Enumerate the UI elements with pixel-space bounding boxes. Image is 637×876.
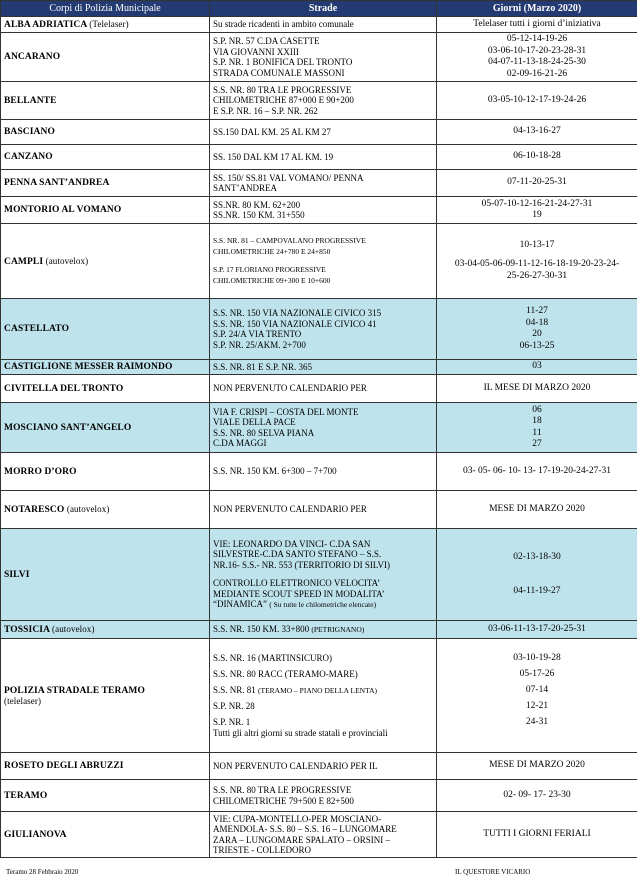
- corps-name: TERAMO: [1, 780, 210, 812]
- table-row: [1, 17, 637, 33]
- corps-name: CAMPLI (autovelox): [1, 224, 210, 299]
- roads-cell: VIE: CUPA-MONTELLO-PER MOSCIANO- AMENDOLA- S.S. 80 – S.S. 16 – LUNGOMARE ZARA – LUNGOMARE SPALATO – ORSINI – TRIESTE - COLLEDORO: [210, 812, 437, 858]
- table-row: [1, 197, 637, 224]
- table-row: [1, 780, 637, 812]
- days-cell: Telelaser tutti i giorni d’iniziativa: [437, 17, 637, 33]
- days-cell: 03-06-11-13-17-20-25-31: [437, 621, 637, 639]
- corps-name: ROSETO DEGLI ABRUZZI: [1, 753, 210, 780]
- corps-name: MOSCIANO SANT’ANGELO: [1, 403, 210, 453]
- table-row: [1, 753, 637, 780]
- table-row: [1, 145, 637, 170]
- footer-date: Teramo 28 Febbraio 2020: [6, 868, 78, 876]
- roads-cell: VIE: LEONARDO DA VINCI- C.DA SAN SILVESTRE-C.DA SANTO STEFANO – S.S. NR.16- S.S.- NR. 553 (TERRITORIO DI SILVI) CONTROLLO ELETTRONICO VELOCITA’ MEDIANTE SCOUT SPEED IN MODALITA’ “DINAMICA” ( Su tutte le chilometriche elencate): [210, 529, 437, 621]
- corps-name: CASTELLATO: [1, 299, 210, 360]
- corps-name: SILVI: [1, 529, 210, 621]
- roads-cell: Su strade ricadenti in ambito comunale: [210, 17, 437, 33]
- days-cell: 03- 05- 06- 10- 13- 17-19-20-24-27-31: [437, 453, 637, 491]
- table-row: [1, 170, 637, 197]
- roads-cell: SS.NR. 80 KM. 62+200 SS.NR. 150 KM. 31+550: [210, 197, 437, 224]
- table-row: [1, 639, 637, 753]
- corps-name: BASCIANO: [1, 120, 210, 145]
- corps-name: BELLANTE: [1, 82, 210, 120]
- days-cell: MESE DI MARZO 2020: [437, 491, 637, 529]
- table-row: [1, 375, 637, 403]
- corps-name: CIVITELLA DEL TRONTO: [1, 375, 210, 403]
- table-row: [1, 812, 637, 858]
- corps-name: GIULIANOVA: [1, 812, 210, 858]
- table-row: [1, 299, 637, 360]
- roads-cell: S.S. NR. 80 TRA LE PROGRESSIVE CHILOMETRICHE 87+000 E 90+200 E S.P. NR. 16 – S.P. NR. 262: [210, 82, 437, 120]
- days-cell: 04-13-16-27: [437, 120, 637, 145]
- table-row: [1, 529, 637, 621]
- header-police-corps: Corpi di Polizia Municipale: [1, 1, 210, 17]
- roads-cell: VIA F. CRISPI – COSTA DEL MONTE VIALE DELLA PACE S.S. NR. 80 SELVA PIANA C.DA MAGGI: [210, 403, 437, 453]
- corps-name: TOSSICIA (autovelox): [1, 621, 210, 639]
- table-row: [1, 491, 637, 529]
- corps-name: POLIZIA STRADALE TERAMO (telelaser): [1, 639, 210, 753]
- header-row: [1, 1, 637, 17]
- footer-signature: IL QUESTORE VICARIO: [455, 868, 530, 876]
- days-cell: MESE DI MARZO 2020: [437, 753, 637, 780]
- roads-cell: S.S. NR. 80 TRA LE PROGRESSIVE CHILOMETRICHE 79+500 E 82+500: [210, 780, 437, 812]
- table-row: [1, 120, 637, 145]
- days-cell: 03-05-10-12-17-19-24-26: [437, 82, 637, 120]
- roads-cell: SS.150 DAL KM. 25 AL KM 27: [210, 120, 437, 145]
- days-cell: 11-27 04-18 20 06-13-25: [437, 299, 637, 360]
- header-days: Giorni (Marzo 2020): [437, 1, 637, 17]
- roads-cell: NON PERVENUTO CALENDARIO PER: [210, 491, 437, 529]
- days-cell: TUTTI I GIORNI FERIALI: [437, 812, 637, 858]
- table-row: [1, 224, 637, 299]
- corps-name: PENNA SANT’ANDREA: [1, 170, 210, 197]
- corps-name: ALBA ADRIATICA (Telelaser): [1, 17, 210, 33]
- corps-name: ANCARANO: [1, 33, 210, 82]
- table-row: [1, 82, 637, 120]
- roads-cell: S.S. NR. 16 (MARTINSICURO) S.S. NR. 80 RACC (TERAMO-MARE) S.S. NR. 81 (TERAMO – PIANO DELLA LENTA) S.P. NR. 28 S.P. NR. 1 Tutti gli altri giorni su strade statali e provinciali: [210, 639, 437, 753]
- table-row: [1, 360, 637, 375]
- days-cell: 06 18 11 27: [437, 403, 637, 453]
- roads-cell: SS. 150/ SS.81 VAL VOMANO/ PENNA SANT’ANDREA: [210, 170, 437, 197]
- table-row: [1, 621, 637, 639]
- roads-cell: NON PERVENUTO CALENDARIO PER: [210, 375, 437, 403]
- table-row: [1, 33, 637, 82]
- days-cell: 10-13-17 03-04-05-06-09-11-12-16-18-19-20-23-24- 25-26-27-30-31: [437, 224, 637, 299]
- roads-cell: S.S. NR. 150 KM. 33+800 (PETRIGNANO): [210, 621, 437, 639]
- corps-name: CANZANO: [1, 145, 210, 170]
- roads-cell: S.S. NR. 150 VIA NAZIONALE CIVICO 315 S.S. NR. 150 VIA NAZIONALE CIVICO 41 S.P. 24/A VIA TRENTO S.P. NR. 25/AKM. 2+700: [210, 299, 437, 360]
- days-cell: 07-11-20-25-31: [437, 170, 637, 197]
- corps-name: CASTIGLIONE MESSER RAIMONDO: [1, 360, 210, 375]
- days-cell: 06-10-18-28: [437, 145, 637, 170]
- roads-cell: S.S. NR. 81 – CAMPOVALANO PROGRESSIVE CHILOMETRICHE 24+780 E 24+850 S.P. 17 FLORIANO PROGRESSIVE CHILOMETRICHE 09+300 E 10+600: [210, 224, 437, 299]
- corps-name: NOTARESCO (autovelox): [1, 491, 210, 529]
- roads-cell: S.S. NR. 150 KM. 6+300 – 7+700: [210, 453, 437, 491]
- roads-cell: SS. 150 DAL KM 17 AL KM. 19: [210, 145, 437, 170]
- days-cell: 03-10-19-28 05-17-26 07-14 12-21 24-31: [437, 639, 637, 753]
- roads-cell: S.P. NR. 57 C.DA CASETTE VIA GIOVANNI XXIII S.P. NR. 1 BONIFICA DEL TRONTO STRADA COMUNALE MASSONI: [210, 33, 437, 82]
- corps-name: MONTORIO AL VOMANO: [1, 197, 210, 224]
- table-row: [1, 453, 637, 491]
- days-cell: 02-13-18-30 04-11-19-27: [437, 529, 637, 621]
- corps-name: MORRO D’ORO: [1, 453, 210, 491]
- days-cell: 02- 09- 17- 23-30: [437, 780, 637, 812]
- table-row: [1, 403, 637, 453]
- days-cell: 05-07-10-12-16-21-24-27-31 19: [437, 197, 637, 224]
- roads-cell: NON PERVENUTO CALENDARIO PER IL: [210, 753, 437, 780]
- roads-cell: S.S. NR. 81 E S.P. NR. 365: [210, 360, 437, 375]
- days-cell: IL MESE DI MARZO 2020: [437, 375, 637, 403]
- days-cell: 05-12-14-19-26 03-06-10-17-20-23-28-31 04-07-11-13-18-24-25-30 02-09-16-21-26: [437, 33, 637, 82]
- header-roads: Strade: [210, 1, 437, 17]
- days-cell: 03: [437, 360, 637, 375]
